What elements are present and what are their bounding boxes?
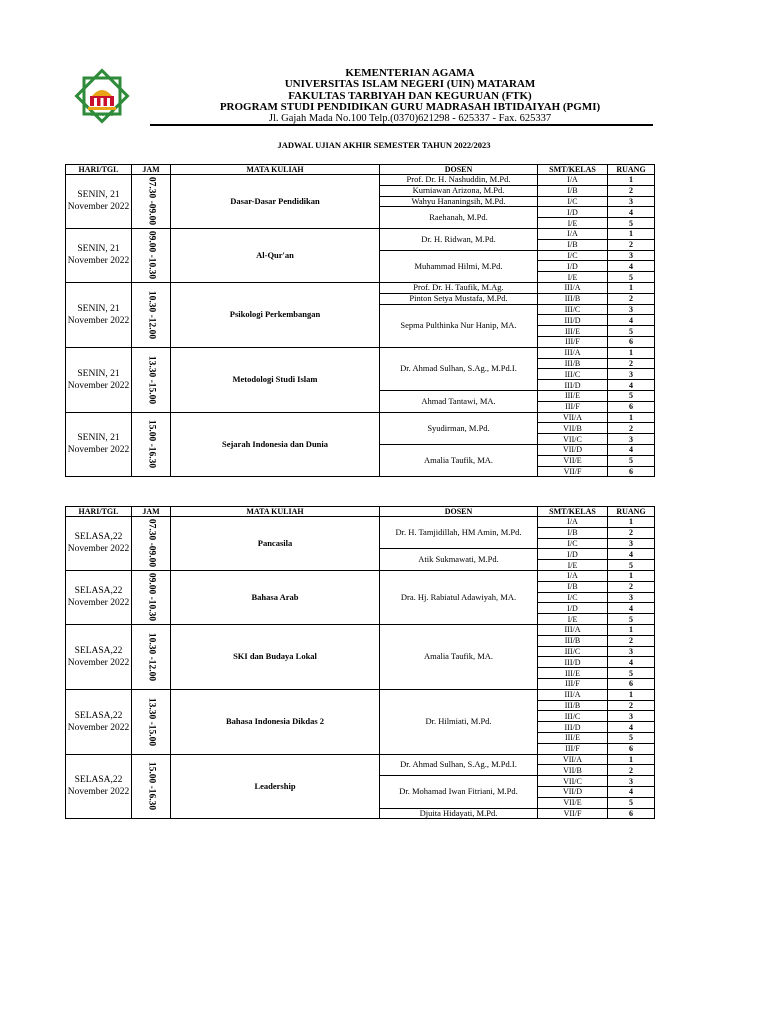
room-cell: 3 [608, 592, 655, 603]
day-date-cell: SENIN, 21 November 2022 [66, 282, 132, 347]
room-cell: 2 [608, 239, 655, 250]
col-header-day: HARI/TGL [66, 165, 132, 175]
room-cell: 1 [608, 624, 655, 635]
class-cell: VII/F [538, 466, 608, 477]
class-cell: I/D [538, 261, 608, 272]
time-cell [132, 624, 171, 689]
room-cell: 2 [608, 765, 655, 776]
col-header-lecturer: DOSEN [380, 507, 538, 517]
table-row [66, 754, 655, 765]
class-cell: VII/E [538, 797, 608, 808]
header-faculty: FAKULTAS TARBIYAH DAN KEGURUAN (FTK) [288, 90, 532, 102]
room-cell: 2 [608, 423, 655, 434]
lecturer-cell: Kurniawan Arizona, M.Pd. [380, 185, 538, 196]
room-cell: 3 [608, 776, 655, 787]
room-cell: 5 [608, 218, 655, 229]
class-cell: III/A [538, 347, 608, 358]
room-cell: 1 [608, 754, 655, 765]
class-cell: III/B [538, 700, 608, 711]
time-cell [132, 754, 171, 819]
time-label: 15.00 -16.30 [146, 420, 157, 469]
table-header-row [66, 165, 655, 175]
table-row [66, 412, 655, 423]
course-name-cell: Al-Qur'an [171, 228, 380, 282]
room-cell: 5 [608, 455, 655, 466]
room-cell: 2 [608, 581, 655, 592]
time-label: 09.00 -10.30 [146, 573, 157, 622]
course-name-cell: Psikologi Perkembangan [171, 282, 380, 347]
class-cell: III/E [538, 732, 608, 743]
col-header-course: MATA KULIAH [171, 507, 380, 517]
col-header-day: HARI/TGL [66, 507, 132, 517]
header-divider [150, 124, 653, 126]
room-cell: 4 [608, 603, 655, 614]
room-cell: 1 [608, 689, 655, 700]
room-cell: 3 [608, 538, 655, 549]
room-cell: 3 [608, 304, 655, 315]
lecturer-cell: Atik Sukmawati, M.Pd. [380, 549, 538, 571]
class-cell: III/E [538, 326, 608, 337]
class-cell: I/C [538, 250, 608, 261]
room-cell: 4 [608, 261, 655, 272]
table-row [66, 282, 655, 293]
lecturer-cell: Wahyu Hananingsih, M.Pd. [380, 196, 538, 207]
class-cell: III/D [538, 315, 608, 326]
header-ministry: KEMENTERIAN AGAMA [345, 67, 475, 79]
room-cell: 6 [608, 808, 655, 819]
class-cell: III/B [538, 635, 608, 646]
class-cell: III/F [538, 401, 608, 412]
table-row [66, 624, 655, 635]
class-cell: VII/B [538, 765, 608, 776]
class-cell: I/B [538, 185, 608, 196]
room-cell: 6 [608, 466, 655, 477]
class-cell: III/E [538, 390, 608, 401]
lecturer-cell: Amalia Taufik, MA. [380, 624, 538, 689]
class-cell: VII/B [538, 423, 608, 434]
class-cell: VII/E [538, 455, 608, 466]
class-cell: III/A [538, 689, 608, 700]
lecturer-cell: Dr. Mohamad Iwan Fitriani, M.Pd. [380, 776, 538, 808]
day-date-cell: SENIN, 21 November 2022 [66, 412, 132, 477]
table-row [66, 517, 655, 528]
room-cell: 5 [608, 326, 655, 337]
lecturer-cell: Dr. H. Tamjidillah, HM Amin, M.Pd. [380, 517, 538, 549]
document-title: JADWAL UJIAN AKHIR SEMESTER TAHUN 2022/2023 [277, 140, 491, 150]
class-cell: VII/A [538, 412, 608, 423]
schedule-table-monday [65, 164, 655, 477]
table-row [66, 689, 655, 700]
time-cell [132, 228, 171, 282]
lecturer-cell: Prof. Dr. H. Taufik, M.Ag. [380, 282, 538, 293]
time-label: 10.30 -12.00 [146, 290, 157, 340]
room-cell: 4 [608, 207, 655, 218]
room-cell: 3 [608, 711, 655, 722]
table-row [66, 175, 655, 186]
col-header-class: SMT/KELAS [538, 165, 608, 175]
class-cell: III/B [538, 293, 608, 304]
lecturer-cell: Dr. H. Ridwan, M.Pd. [380, 228, 538, 250]
course-name-cell: Bahasa Indonesia Dikdas 2 [171, 689, 380, 754]
uin-mataram-logo-icon [72, 66, 132, 126]
course-name-cell: Bahasa Arab [171, 570, 380, 624]
class-cell: VII/C [538, 434, 608, 445]
class-cell: III/E [538, 668, 608, 679]
col-header-course: MATA KULIAH [171, 165, 380, 175]
class-cell: III/F [538, 678, 608, 689]
room-cell: 3 [608, 434, 655, 445]
day-date-cell: SENIN, 21 November 2022 [66, 228, 132, 282]
time-label: 15.00 -16.30 [146, 762, 157, 811]
class-cell: I/E [538, 272, 608, 283]
class-cell: III/C [538, 304, 608, 315]
class-cell: I/E [538, 560, 608, 571]
course-name-cell: Leadership [171, 754, 380, 819]
room-cell: 2 [608, 358, 655, 369]
room-cell: 2 [608, 635, 655, 646]
header-program: PROGRAM STUDI PENDIDIKAN GURU MADRASAH IBTIDAIYAH (PGMI) [219, 101, 601, 113]
course-name-cell: Sejarah Indonesia dan Dunia [171, 412, 380, 477]
class-cell: III/D [538, 722, 608, 733]
class-cell: VII/C [538, 776, 608, 787]
lecturer-cell: Ahmad Tantawi, MA. [380, 390, 538, 412]
room-cell: 6 [608, 743, 655, 754]
class-cell: I/D [538, 207, 608, 218]
class-cell: I/E [538, 218, 608, 229]
lecturer-cell: Dr. Ahmad Sulhan, S.Ag., M.Pd.I. [380, 347, 538, 390]
room-cell: 1 [608, 282, 655, 293]
class-cell: I/A [538, 228, 608, 239]
room-cell: 5 [608, 732, 655, 743]
class-cell: I/E [538, 614, 608, 625]
lecturer-cell: Amalia Taufik, MA. [380, 444, 538, 476]
room-cell: 1 [608, 412, 655, 423]
room-cell: 5 [608, 668, 655, 679]
room-cell: 1 [608, 570, 655, 581]
course-name-cell: Pancasila [171, 517, 380, 571]
lecturer-cell: Syudirman, M.Pd. [380, 412, 538, 444]
time-cell [132, 517, 171, 571]
class-cell: I/C [538, 538, 608, 549]
day-date-cell: SENIN, 21 November 2022 [66, 175, 132, 229]
room-cell: 4 [608, 315, 655, 326]
room-cell: 4 [608, 786, 655, 797]
time-label: 13.30 -15.00 [146, 697, 157, 746]
class-cell: I/C [538, 196, 608, 207]
day-date-cell: SELASA,22 November 2022 [66, 754, 132, 819]
time-label: 13.30 -15.00 [146, 355, 157, 404]
course-name-cell: SKI dan Budaya Lokal [171, 624, 380, 689]
class-cell: III/D [538, 380, 608, 391]
time-cell [132, 175, 171, 229]
letterhead [0, 0, 768, 130]
class-cell: I/B [538, 239, 608, 250]
room-cell: 2 [608, 293, 655, 304]
class-cell: VII/F [538, 808, 608, 819]
room-cell: 3 [608, 196, 655, 207]
class-cell: III/C [538, 711, 608, 722]
time-label: 10.30 -12.00 [146, 632, 157, 682]
col-header-room: RUANG [608, 165, 655, 175]
room-cell: 4 [608, 657, 655, 668]
logo-caption: MATARAM [90, 112, 114, 117]
room-cell: 3 [608, 369, 655, 380]
class-cell: I/D [538, 603, 608, 614]
class-cell: III/C [538, 646, 608, 657]
lecturer-cell: Dra. Hj. Rabiatul Adawiyah, MA. [380, 570, 538, 624]
class-cell: VII/D [538, 786, 608, 797]
logo-roof [92, 90, 112, 96]
class-cell: I/B [538, 527, 608, 538]
class-cell: III/F [538, 743, 608, 754]
day-date-cell: SELASA,22 November 2022 [66, 689, 132, 754]
lecturer-cell: Prof. Dr. H. Nashuddin, M.Pd. [380, 175, 538, 186]
table-row [66, 228, 655, 239]
lecturer-cell: Dr. Hilmiati, M.Pd. [380, 689, 538, 754]
class-cell: I/C [538, 592, 608, 603]
room-cell: 5 [608, 797, 655, 808]
day-date-cell: SELASA,22 November 2022 [66, 517, 132, 571]
room-cell: 3 [608, 250, 655, 261]
class-cell: III/F [538, 336, 608, 347]
lecturer-cell: Dr. Ahmad Sulhan, S.Ag., M.Pd.I. [380, 754, 538, 776]
table-row [66, 347, 655, 358]
lecturer-cell: Sepma Pulthinka Nur Hanip, MA. [380, 304, 538, 347]
time-cell [132, 689, 171, 754]
time-cell [132, 412, 171, 477]
class-cell: III/A [538, 282, 608, 293]
day-date-cell: SENIN, 21 November 2022 [66, 347, 132, 412]
class-cell: I/D [538, 549, 608, 560]
class-cell: I/B [538, 581, 608, 592]
header-address: Jl. Gajah Mada No.100 Telp.(0370)621298 - 625337 - Fax. 625337 [268, 113, 552, 124]
course-name-cell: Dasar-Dasar Pendidikan [171, 175, 380, 229]
col-header-time: JAM [132, 507, 171, 517]
time-label: 07.30 -09.00 [146, 177, 157, 226]
time-label: 09.00 -10.30 [146, 231, 157, 280]
room-cell: 2 [608, 185, 655, 196]
day-date-cell: SELASA,22 November 2022 [66, 570, 132, 624]
table-header-row [66, 507, 655, 517]
col-header-time: JAM [132, 165, 171, 175]
room-cell: 2 [608, 700, 655, 711]
class-cell: III/A [538, 624, 608, 635]
class-cell: I/A [538, 517, 608, 528]
course-name-cell: Metodologi Studi Islam [171, 347, 380, 412]
col-header-class: SMT/KELAS [538, 507, 608, 517]
room-cell: 1 [608, 517, 655, 528]
col-header-room: RUANG [608, 507, 655, 517]
room-cell: 6 [608, 336, 655, 347]
time-cell [132, 282, 171, 347]
class-cell: III/B [538, 358, 608, 369]
room-cell: 5 [608, 614, 655, 625]
room-cell: 6 [608, 401, 655, 412]
class-cell: III/D [538, 657, 608, 668]
class-cell: VII/A [538, 754, 608, 765]
class-cell: I/A [538, 175, 608, 186]
room-cell: 4 [608, 444, 655, 455]
day-date-cell: SELASA,22 November 2022 [66, 624, 132, 689]
table-row [66, 570, 655, 581]
time-label: 07.30 -09.00 [146, 519, 157, 568]
room-cell: 4 [608, 380, 655, 391]
col-header-lecturer: DOSEN [380, 165, 538, 175]
lecturer-cell: Muhammad Hilmi, M.Pd. [380, 250, 538, 282]
room-cell: 1 [608, 175, 655, 186]
class-cell: I/A [538, 570, 608, 581]
time-cell [132, 347, 171, 412]
class-cell: III/C [538, 369, 608, 380]
header-university: UNIVERSITAS ISLAM NEGERI (UIN) MATARAM [284, 78, 536, 90]
room-cell: 1 [608, 347, 655, 358]
lecturer-cell: Pinton Setya Mustafa, M.Pd. [380, 293, 538, 304]
room-cell: 5 [608, 272, 655, 283]
room-cell: 6 [608, 678, 655, 689]
lecturer-cell: Raehanah, M.Pd. [380, 207, 538, 229]
time-cell [132, 570, 171, 624]
room-cell: 3 [608, 646, 655, 657]
class-cell: VII/D [538, 444, 608, 455]
room-cell: 5 [608, 390, 655, 401]
room-cell: 4 [608, 722, 655, 733]
room-cell: 2 [608, 527, 655, 538]
room-cell: 1 [608, 228, 655, 239]
room-cell: 5 [608, 560, 655, 571]
room-cell: 4 [608, 549, 655, 560]
schedule-table-tuesday [65, 506, 655, 819]
lecturer-cell: Djuita Hidayati, M.Pd. [380, 808, 538, 819]
